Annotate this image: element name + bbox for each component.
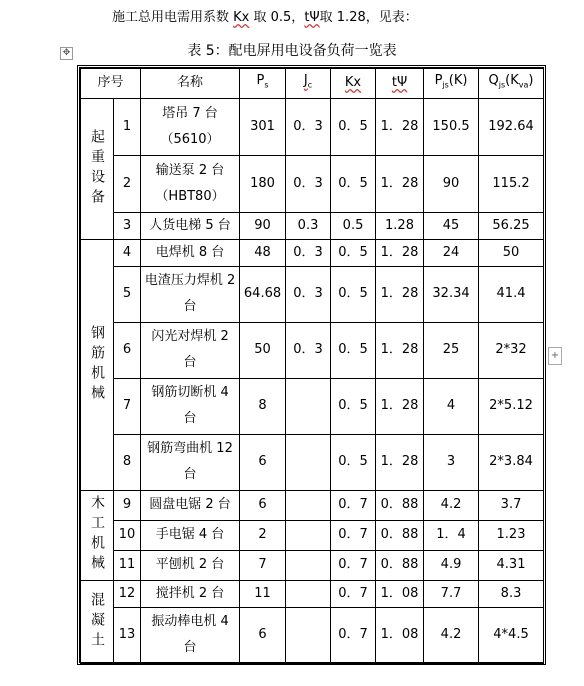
row-p: 48 [240,239,286,266]
row-pjs: 4.2 [424,607,479,663]
row-t: 1．28 [376,378,424,434]
header-qjs: $Q_{js}(K_{va})$ [479,69,544,99]
table-row [81,212,544,239]
table-row [81,550,544,580]
row-j: 0．3 [286,155,331,212]
row-no: 11 [114,550,141,580]
header-tpsi: tΨ [376,69,424,99]
table-row [81,490,544,520]
row-kx: 0．5 [331,239,376,266]
table-row [81,322,544,378]
row-qjs: 8.3 [479,580,544,607]
row-qjs: 2*5.12 [479,378,544,434]
row-kx: 0．5 [331,155,376,212]
row-j [286,550,331,580]
row-name: 钢筋弯曲机 12 台 [141,434,240,490]
row-t: 1．28 [376,155,424,212]
row-t: 1．28 [376,322,424,378]
row-t: 0．88 [376,490,424,520]
row-p: 180 [240,155,286,212]
header-row [81,69,544,99]
table-row [81,580,544,607]
row-no: 6 [114,322,141,378]
row-pjs: 4 [424,378,479,434]
table-resize-handle-icon[interactable]: + [548,347,562,365]
row-kx: 0．5 [331,322,376,378]
intro-prefix: 施工总用电需用系数 [112,10,234,25]
row-no: 1 [114,98,141,155]
table-row [81,378,544,434]
row-name: 振动棒电机 4 台 [141,607,240,663]
row-no: 9 [114,490,141,520]
row-qjs: 3.7 [479,490,544,520]
row-pjs: 3 [424,434,479,490]
row-p: 6 [240,434,286,490]
category-cell: 木工机械 [81,490,114,580]
row-p: 301 [240,98,286,155]
row-qjs: 41.4 [479,266,544,322]
row-pjs: 25 [424,322,479,378]
row-j [286,378,331,434]
row-t: 1．08 [376,607,424,663]
category-cell: 起重设备 [81,98,114,239]
row-p: 64.68 [240,266,286,322]
table-row [81,155,544,212]
row-p: 7 [240,550,286,580]
row-qjs: 50 [479,239,544,266]
row-no: 5 [114,266,141,322]
row-pjs: 4.9 [424,550,479,580]
row-qjs: 192.64 [479,98,544,155]
row-name: 闪光对焊机 2 台 [141,322,240,378]
intro-suffix: 取 1.28，见表： [319,10,418,25]
row-j: 0．3 [286,239,331,266]
row-kx: 0．5 [331,98,376,155]
row-pjs: 7.7 [424,580,479,607]
header-p: $P_s$ [240,69,286,99]
row-j [286,434,331,490]
load-table [77,65,546,665]
row-kx: 0．7 [331,520,376,550]
table-row [81,266,544,322]
row-name: 手电锯 4 台 [141,520,240,550]
row-no: 10 [114,520,141,550]
row-qjs: 115.2 [479,155,544,212]
row-p: 11 [240,580,286,607]
row-p: 6 [240,607,286,663]
intro-text [112,6,418,25]
row-t: 1．28 [376,239,424,266]
row-no: 7 [114,378,141,434]
intro-tpsi: tΨ [304,10,320,25]
row-j: 0.3 [286,212,331,239]
header-no: 序号 [81,69,141,99]
category-cell: 钢筋机械 [81,239,114,490]
row-no: 12 [114,580,141,607]
table-row [81,98,544,155]
row-name: 电焊机 8 台 [141,239,240,266]
row-pjs: 90 [424,155,479,212]
row-pjs: 1．4 [424,520,479,550]
row-kx: 0．7 [331,607,376,663]
row-name: 钢筋切断机 4 台 [141,378,240,434]
intro-mid: 取 0.5， [249,10,305,25]
row-qjs: 1.23 [479,520,544,550]
table-row [81,239,544,266]
row-j [286,520,331,550]
row-j [286,490,331,520]
row-name: 人货电梯 5 台 [141,212,240,239]
row-j: 0．3 [286,266,331,322]
row-no: 8 [114,434,141,490]
row-j [286,607,331,663]
row-pjs: 150.5 [424,98,479,155]
row-name: 电渣压力焊机 2 台 [141,266,240,322]
row-no: 4 [114,239,141,266]
row-qjs: 2*3.84 [479,434,544,490]
header-kx: Kx [331,69,376,99]
row-p: 50 [240,322,286,378]
row-kx: 0．5 [331,378,376,434]
row-no: 13 [114,607,141,663]
row-t: 1．28 [376,266,424,322]
row-name: 输送泵 2 台（HBT80） [141,155,240,212]
row-pjs: 4.2 [424,490,479,520]
row-qjs: 4*4.5 [479,607,544,663]
row-kx: 0.5 [331,212,376,239]
row-kx: 0．7 [331,490,376,520]
row-pjs: 24 [424,239,479,266]
row-no: 2 [114,155,141,212]
row-j: 0．3 [286,322,331,378]
row-t: 0．88 [376,520,424,550]
table-move-handle-icon[interactable]: ✥ [60,47,73,60]
row-qjs: 56.25 [479,212,544,239]
row-j [286,580,331,607]
row-t: 1．08 [376,580,424,607]
row-name: 圆盘电锯 2 台 [141,490,240,520]
row-p: 90 [240,212,286,239]
header-pjs: $P_{js}(K)$ [424,69,479,99]
row-no: 3 [114,212,141,239]
row-kx: 0．5 [331,266,376,322]
row-t: 1．28 [376,434,424,490]
row-pjs: 32.34 [424,266,479,322]
row-p: 2 [240,520,286,550]
table-row [81,520,544,550]
header-j: $J_c$ [286,69,331,99]
table-row [81,607,544,663]
row-p: 6 [240,490,286,520]
row-kx: 0．7 [331,580,376,607]
row-qjs: 2*32 [479,322,544,378]
table-row [81,434,544,490]
row-name: 平刨机 2 台 [141,550,240,580]
table-caption: 表 5：配电屏用电设备负荷一览表 [187,43,397,59]
row-qjs: 4.31 [479,550,544,580]
row-pjs: 45 [424,212,479,239]
category-cell: 混凝土 [81,580,114,663]
row-j: 0．3 [286,98,331,155]
header-name: 名称 [141,69,240,99]
row-name: 塔吊 7 台（5610） [141,98,240,155]
row-name: 搅拌机 2 台 [141,580,240,607]
row-t: 0．88 [376,550,424,580]
row-kx: 0．5 [331,434,376,490]
intro-kx: Kx [233,10,250,25]
row-t: 1.28 [376,212,424,239]
row-p: 8 [240,378,286,434]
row-t: 1．28 [376,98,424,155]
row-kx: 0．7 [331,550,376,580]
